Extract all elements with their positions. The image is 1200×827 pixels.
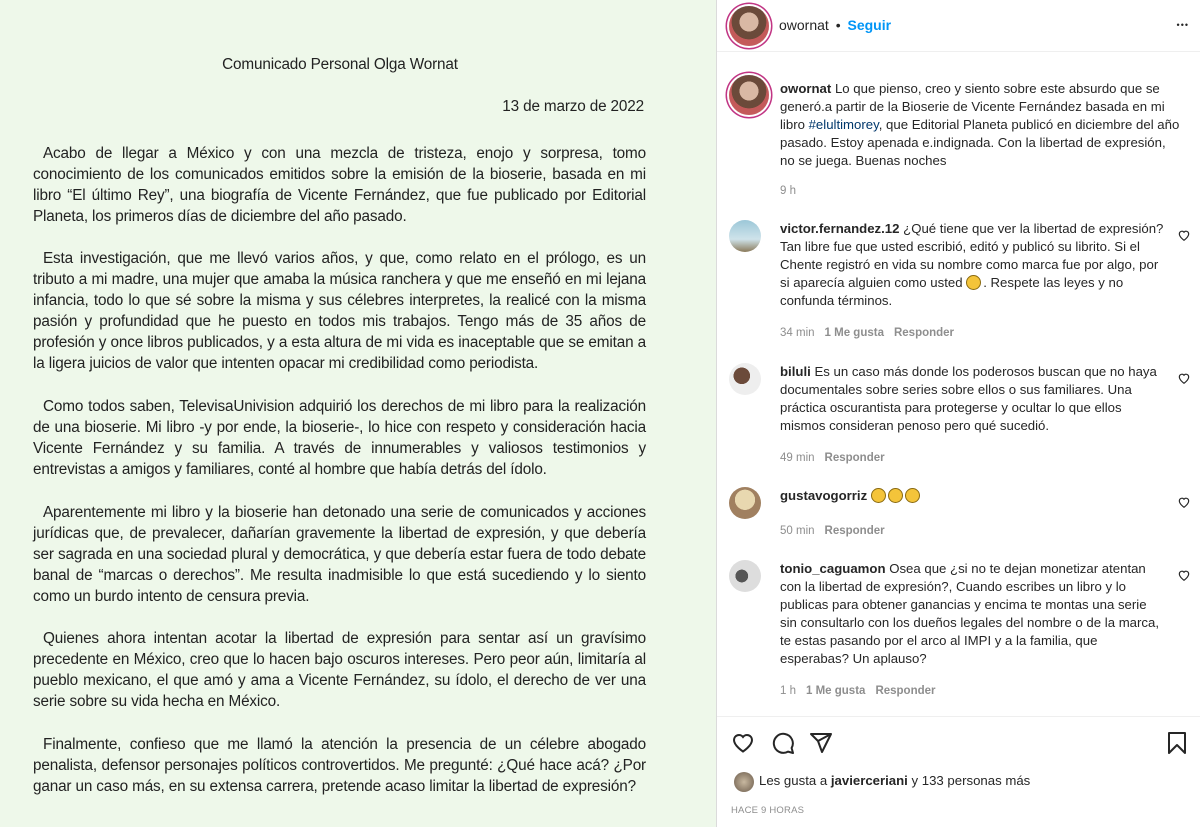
- reply-button[interactable]: Responder: [875, 685, 936, 697]
- avatar[interactable]: [729, 363, 761, 395]
- document-paragraph: Como todos saben, TelevisaUnivision adquirió los derechos de mi libro para la realización de una bioserie. Mi libro -y por ende, la bioserie-, lo hice con respeto y consideración hacia Vicente Fernández y su familia. A través de innumerables y valiosos testimonios y entrevistas a amigos y familiares, conté al hombre que había detrás del ídolo.: [33, 398, 646, 478]
- laughing-emoji-icon: [966, 275, 981, 290]
- divider: [717, 716, 1200, 717]
- reply-button[interactable]: Responder: [824, 452, 885, 464]
- comment-username[interactable]: victor.fernandez.12: [780, 221, 900, 236]
- document-title: Comunicado Personal Olga Wornat: [222, 56, 458, 73]
- post-timestamp: HACE 9 HORAS: [731, 805, 805, 816]
- heart-icon[interactable]: [1177, 371, 1191, 385]
- document-paragraph: Esta investigación, que me llevó varios años, y que, como relato en el prólogo, es un tributo a mi madre, una mujer que amaba la música ranchera y que me enseñó en mi lejana infancia, todo lo que sé sobre la misma y sus célebres interpretes, la realicé con la misma pasión y profundidad que he puesto en todos mis trabajos. Tengo más de 35 años de profesión y once libros publicados, y a esta altura de mi vida es inaceptable que se emitan a la ligera juicios de valor que intenten opacar mi credibilidad como periodista.: [33, 250, 646, 372]
- comment-likes[interactable]: 1 Me gusta: [806, 685, 866, 697]
- avatar[interactable]: [729, 487, 761, 519]
- comment-time: 1 h: [780, 685, 796, 697]
- separator: •: [835, 17, 841, 33]
- comment: [780, 560, 1165, 668]
- comment-time: 50 min: [780, 525, 815, 537]
- comment-time: 34 min: [780, 327, 815, 339]
- avatar[interactable]: [729, 75, 769, 115]
- comment-likes[interactable]: 1 Me gusta: [824, 327, 884, 339]
- heart-icon[interactable]: [1177, 568, 1191, 582]
- liker-username[interactable]: javierceriani: [830, 773, 908, 788]
- comment-username[interactable]: tonio_caguamon: [780, 561, 886, 576]
- avatar[interactable]: [729, 6, 769, 46]
- post-header: [717, 0, 1200, 52]
- heart-icon[interactable]: [1177, 228, 1191, 242]
- more-options-icon[interactable]: •••: [1176, 20, 1189, 30]
- comment-text: . Respete las leyes y no confunda términos.: [780, 275, 1124, 308]
- header-username[interactable]: owornat: [779, 17, 829, 33]
- caption-text: , que Editorial Planeta publicó en diciembre del año pasado. Estoy apenada e.indignada. Con la libertad de expresión, no se juega. Buenas noches: [780, 117, 1180, 168]
- comment: [780, 220, 1165, 310]
- caption: [780, 80, 1180, 170]
- document-paragraph: Acabo de llegar a México y con una mezcla de tristeza, enojo y sorpresa, tomo conocimiento de los comunicados emitidos sobre la emisión de la bioserie, basada en mi libro “El último Rey”, una biografía de Vicente Fernández, que fue publicado por Editorial Planeta, los primeros días de diciembre del año pasado.: [33, 145, 646, 225]
- document-date: 13 de marzo de 2022: [502, 98, 644, 115]
- comment-icon[interactable]: [771, 731, 795, 755]
- comment-username[interactable]: gustavogorriz: [780, 488, 868, 503]
- follow-button[interactable]: Seguir: [847, 17, 892, 33]
- comment-text: ¿Qué tiene que ver la libertad de expresión? Tan libre fue que usted escribió, editó y publicó su librito. Si el Chente registró en vida su nombre como marca fue por algo, por si aparecía alguien como usted: [780, 221, 1164, 290]
- sad-face-emoji-icon: [888, 488, 903, 503]
- document-paragraph: Aparentemente mi libro y la bioserie han detonado una serie de comunicados y acciones jurídicas que, de prevalecer, dañarían gravemente la libertad de expresión, y que debería ser sagrada en una sociedad plural y democrática, y que debería estar fuera de todo debate banal de “marcas o derechos”. Me resulta inadmisible lo que está sucediendo y lo siento como un burdo intento de censura previa.: [33, 504, 646, 605]
- comment: [780, 487, 1165, 505]
- caption-time: 9 h: [780, 185, 796, 197]
- post-panel: [716, 0, 1200, 827]
- likes-summary[interactable]: Les gusta a javierceriani y 133 personas más: [759, 773, 1031, 788]
- caption-username[interactable]: owornat: [780, 81, 832, 96]
- like-heart-icon[interactable]: [731, 731, 755, 755]
- document-paragraph: Quienes ahora intentan acotar la libertad de expresión para sentar así un gravísimo precedente en México, creo que lo hacen bajo oscuros intereses. Pero peor aún, limitaría al pueblo mexicano, el que amó y ama a Vicente Fernández, su ídolo, el derecho de ver una serie sobre su vida hecha en México.: [33, 630, 646, 710]
- comment-username[interactable]: biluli: [780, 364, 811, 379]
- comment-text: Osea que ¿si no te dejan monetizar atentan con la libertad de expresión?, Cuando escribes un libro y lo publicas para obtener ganancias y encima te montas una serie sin consultarlo con los dueños legales del nombre o de la marca, te estas pasando por el arco al IMPI y a la familia, que esperabas? Un aplauso?: [780, 561, 1159, 666]
- avatar[interactable]: [729, 560, 761, 592]
- reply-button[interactable]: Responder: [893, 327, 955, 339]
- heart-icon[interactable]: [1177, 495, 1191, 509]
- reply-button[interactable]: Responder: [824, 525, 885, 537]
- hashtag-link[interactable]: #elultimorey: [808, 117, 879, 132]
- liker-avatar[interactable]: [734, 772, 754, 792]
- comment: [780, 363, 1165, 435]
- caption-text: Lo que pienso, creo y siento sobre este absurdo que se generó.a partir de la Bioserie de Vicente Fernández basada en mi libro: [780, 81, 1165, 132]
- share-icon[interactable]: [809, 731, 833, 755]
- sad-face-emoji-icon: [905, 488, 920, 503]
- comment-text: Es un caso más donde los poderosos buscan que no haya documentales sobre series sobre ellos o sus familiares. Una práctica oscurantista para protegerse y ocultar lo que ellos mismos consideran penoso pero qué sucedió.: [780, 364, 1157, 433]
- comment-time: 49 min: [780, 452, 815, 464]
- document-paragraph: Finalmente, confieso que me llamó la atención la presencia de un célebre abogado penalista, defensor personajes políticos controvertidos. Me pregunté: ¿Qué hace acá? ¿Por ganar un caso más, en su extensa carrera, pretende acaso limitar la libertad de expresión?: [33, 736, 646, 795]
- avatar[interactable]: [729, 220, 761, 252]
- sad-face-emoji-icon: [871, 488, 886, 503]
- bookmark-icon[interactable]: [1166, 731, 1188, 755]
